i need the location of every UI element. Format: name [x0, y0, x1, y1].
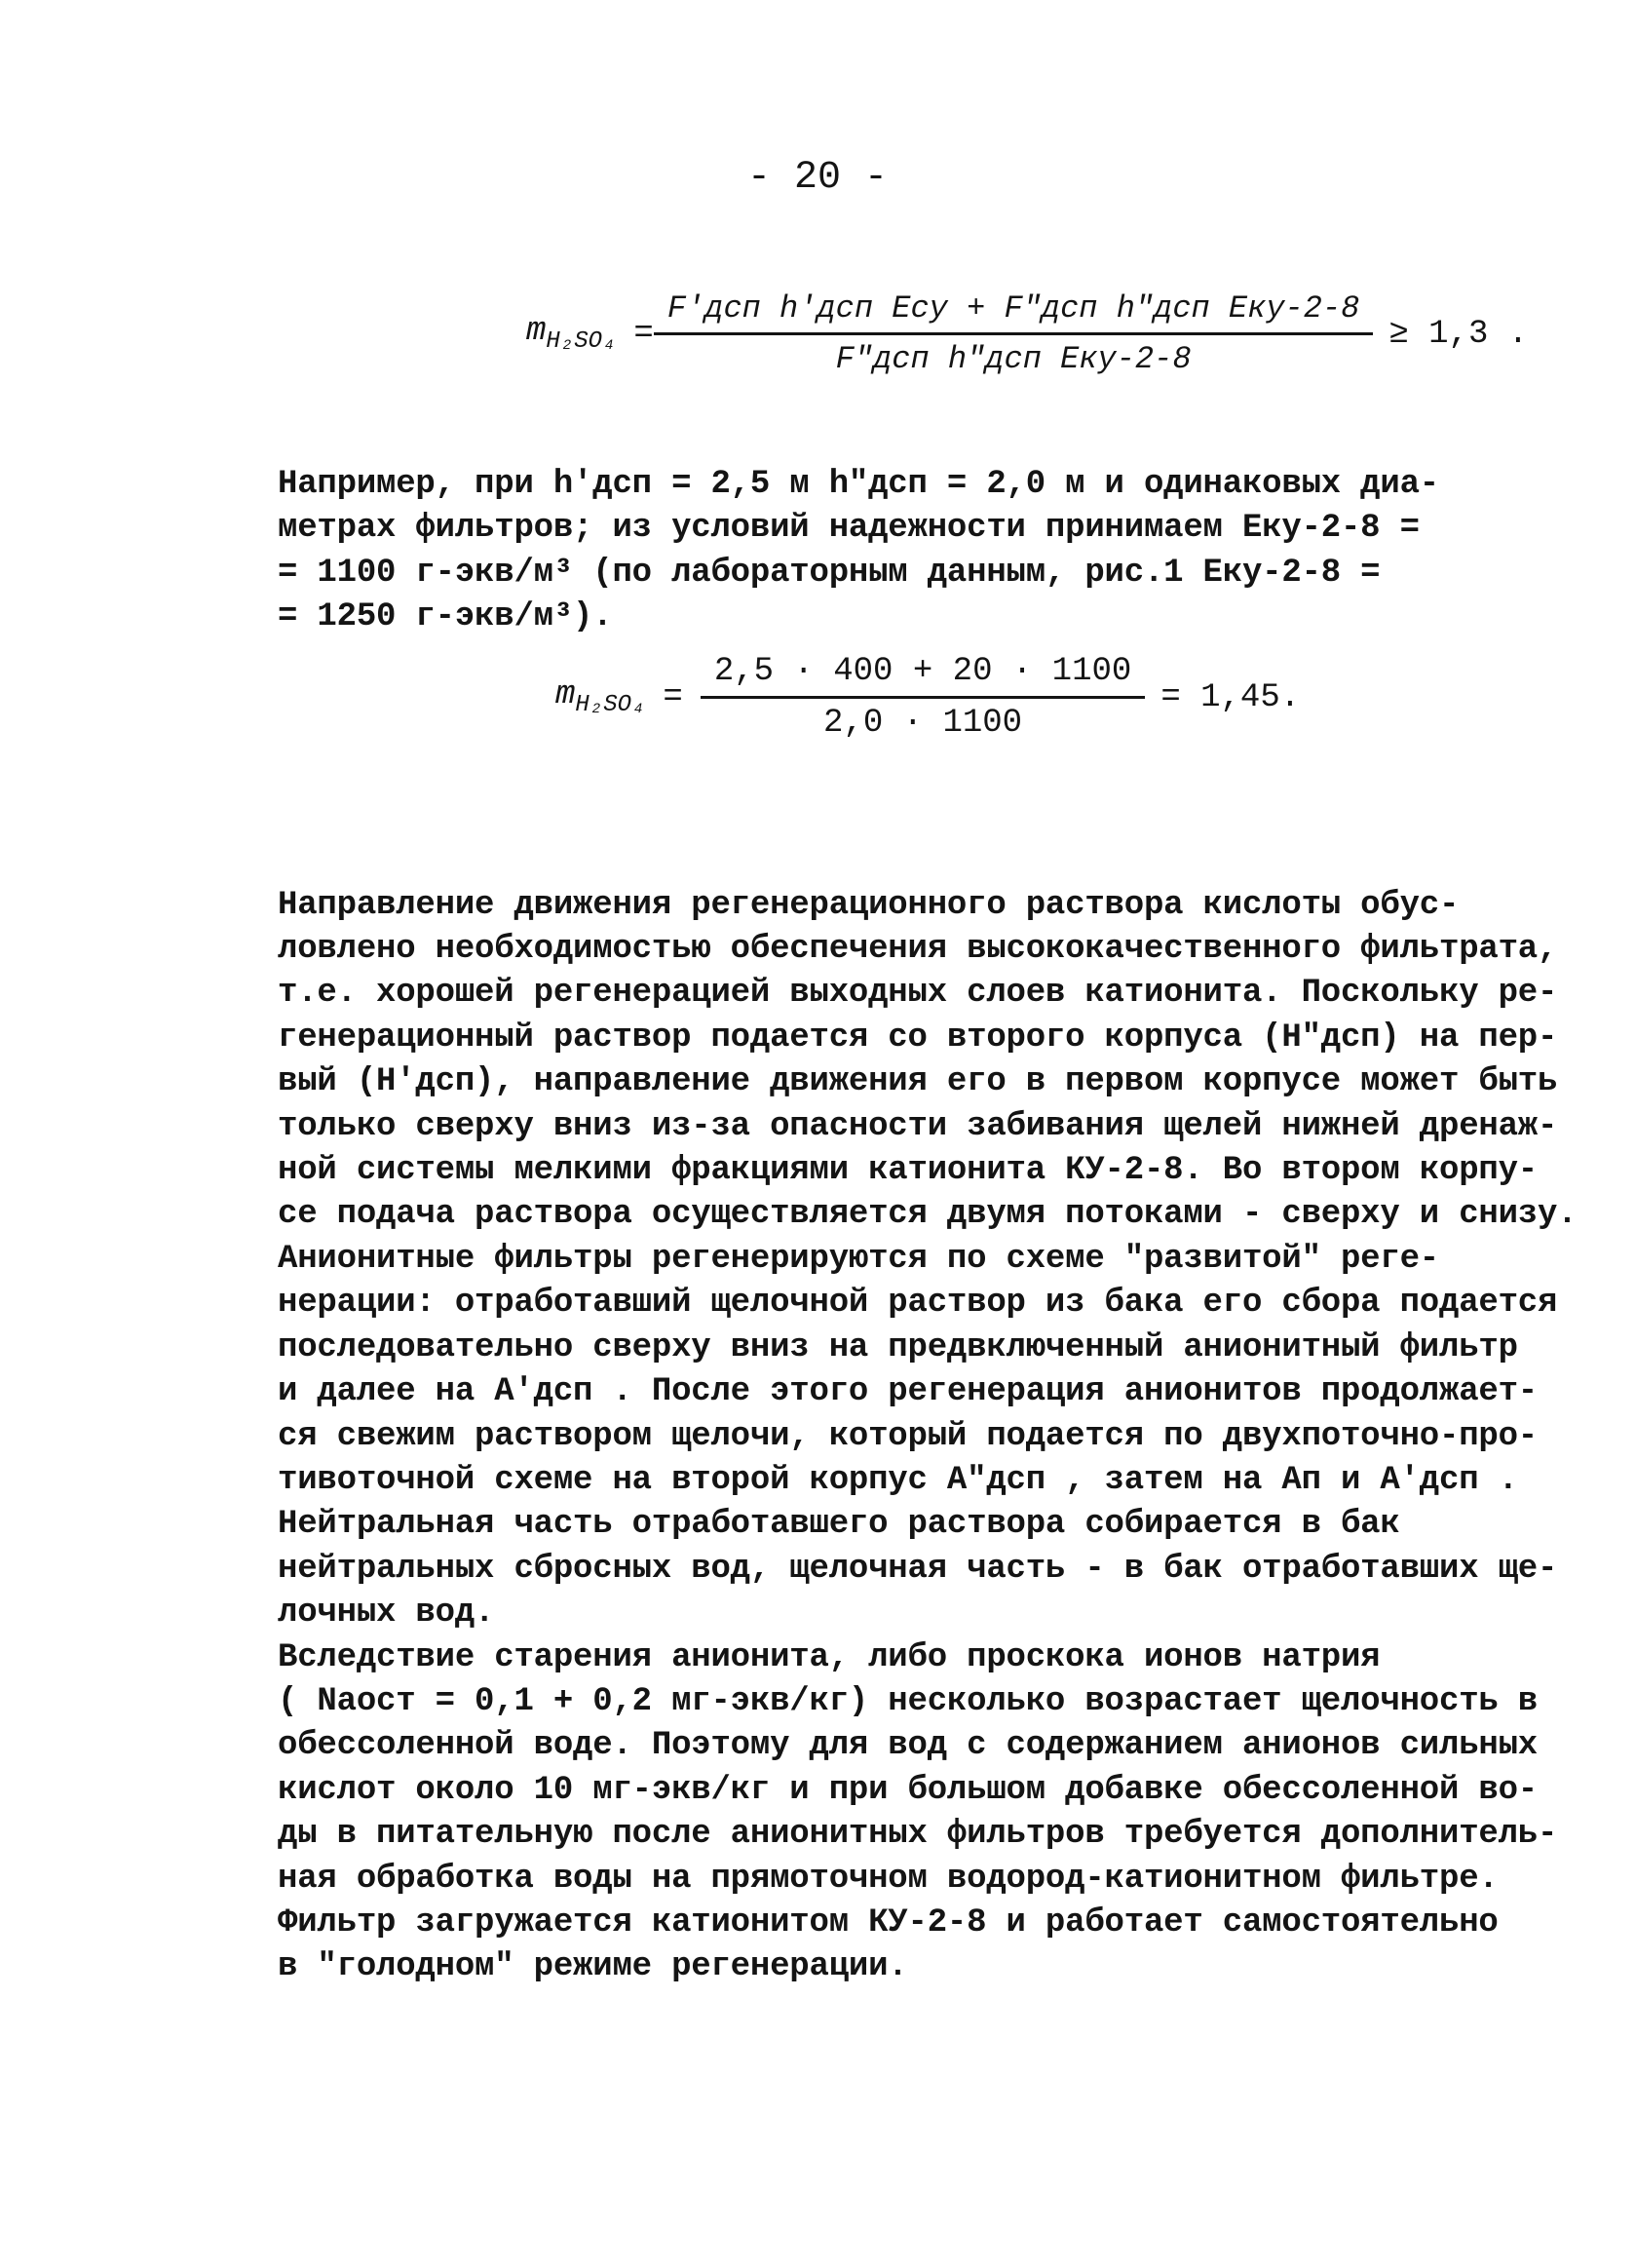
- paragraphs-main: [278, 884, 1578, 1990]
- text-line: и далее на A′дсп . После этого регенерация анионитов продолжает-: [278, 1373, 1539, 1411]
- text-line: обессоленной воде. Поэтому для вод с содержанием анионов сильных: [278, 1727, 1539, 1765]
- text-line: только сверху вниз из-за опасности забивания щелей нижней дренаж-: [278, 1107, 1558, 1145]
- formula-relation: ≥ 1,3 .: [1388, 315, 1529, 353]
- equals-sign: =: [663, 678, 683, 716]
- text-line: Анионитные фильтры регенерируются по схеме "развитой" реге-: [278, 1240, 1439, 1278]
- text-line: Вследствие старения анионита, либо проскока ионов натрия: [278, 1638, 1381, 1676]
- text-line: ная обработка воды на прямоточном водород-катионитном фильтре.: [278, 1860, 1499, 1898]
- paragraph-example: [278, 463, 1486, 640]
- text-line: ной системы мелкими фракциями катионита КУ-2-8. Во втором корпу-: [278, 1152, 1539, 1190]
- text-line: ды в питательную после анионитных фильтров требуется дополнитель-: [278, 1816, 1558, 1854]
- text-line: метрах фильтров; из условий надежности принимаем Eку-2-8 =: [278, 510, 1420, 548]
- text-line: ся свежим раствором щелочи, который подается по двухпоточно-про-: [278, 1417, 1539, 1455]
- body-text: [278, 463, 1578, 1990]
- text-line: лочных вод.: [278, 1595, 495, 1633]
- text-line: = 1100 г-экв/м³ (по лабораторным данным, рис.1 Eку-2-8 =: [278, 554, 1381, 592]
- text-line: последовательно сверху вниз на предвключенный анионитный фильтр: [278, 1328, 1518, 1366]
- numerator: F′дсп h′дсп Eсу + F″дсп h″дсп Eку-2-8: [654, 290, 1374, 335]
- equals-sign: =: [633, 315, 654, 353]
- text-line: ( Naост = 0,1 + 0,2 мг-экв/кг) несколько возрастает щелочность в: [278, 1682, 1539, 1720]
- text-line: кислот около 10 мг-экв/кг и при большом добавке обессоленной во-: [278, 1771, 1539, 1809]
- formula-spacer: [278, 640, 1486, 884]
- formula-lhs: $m_{H_2SO_4}$: [555, 676, 646, 718]
- formula-result: = 1,45.: [1160, 678, 1301, 716]
- text-line: нейтральных сбросных вод, щелочная часть - в бак отработавших ще-: [278, 1550, 1558, 1588]
- text-line: вый (H′дсп), направление движения его в первом корпусе может быть: [278, 1063, 1558, 1101]
- numerator: 2,5 · 400 + 20 · 1100: [701, 653, 1145, 699]
- text-line: се подача раствора осуществляется двумя потоками - сверху и снизу.: [278, 1196, 1578, 1234]
- formula-acid-ratio: [526, 290, 1528, 377]
- text-line: Нейтральная часть отработавшего раствора собирается в бак: [278, 1506, 1400, 1544]
- text-line: Фильтр загружается катионитом КУ-2-8 и работает самостоятельно: [278, 1903, 1499, 1941]
- denominator: 2,0 · 1100: [823, 705, 1023, 742]
- formula-lhs: $m_{H_2SO_4}$: [526, 313, 617, 355]
- text-line: т.е. хорошей регенерацией выходных слоев катионита. Поскольку ре-: [278, 975, 1558, 1013]
- text-line: ловлено необходимостью обеспечения высококачественного фильтрата,: [278, 931, 1558, 969]
- text-line: тивоточной схеме на второй корпус A″дсп , затем на Aп и A′дсп .: [278, 1461, 1518, 1499]
- page-number: - 20 -: [746, 156, 889, 200]
- text-line: нерации: отработавший щелочной раствор из бака его сбора подается: [278, 1285, 1558, 1323]
- text-line: Например, при h′дсп = 2,5 м h″дсп = 2,0 м и одинаковых диа-: [278, 466, 1439, 503]
- text-line: генерационный раствор подается со второго корпуса (H″дсп) на пер-: [278, 1019, 1558, 1057]
- text-line: = 1250 г-экв/м³).: [278, 598, 613, 636]
- text-line: Направление движения регенерационного раствора кислоты обус-: [278, 886, 1460, 924]
- fraction: [654, 290, 1374, 377]
- denominator: F″дсп h″дсп Eку-2-8: [835, 341, 1192, 377]
- text-line: в "голодном" режиме регенерации.: [278, 1948, 908, 1986]
